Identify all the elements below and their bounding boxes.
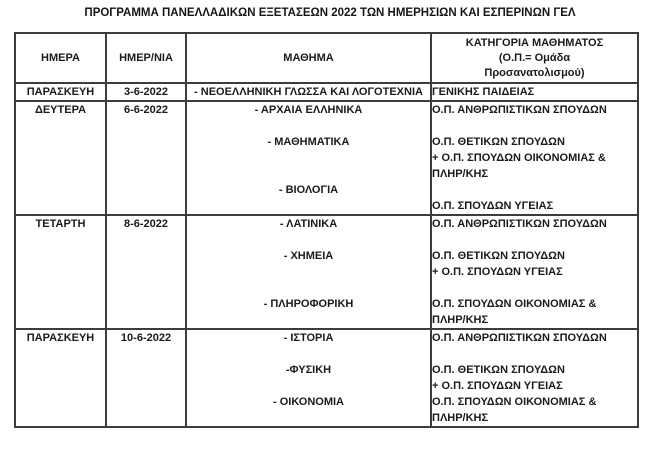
category-line: ΠΛΗΡ/ΚΗΣ [432, 168, 489, 180]
category-line: Ο.Π. ΑΝΘΡΩΠΙΣΤΙΚΩΝ ΣΠΟΥΔΩΝ [432, 332, 607, 344]
subject-line [187, 198, 430, 214]
category-line: Ο.Π. ΣΠΟΥΔΩΝ ΟΙΚΟΝΟΜΙΑΣ & [432, 396, 597, 408]
subject-line [187, 312, 430, 328]
table-header [15, 33, 638, 83]
date-label: 6-6-2022 [123, 104, 169, 116]
categories-cell [431, 215, 638, 329]
date-cell [106, 329, 186, 427]
subjects-cell [186, 101, 431, 215]
column-header-category [431, 33, 638, 83]
category-header-line: ΚΑΤΗΓΟΡΙΑ ΜΑΘΗΜΑΤΟΣ [465, 36, 604, 49]
date-label: 3-6-2022 [123, 86, 169, 98]
category-line [432, 346, 637, 362]
subject-line: - ΟΙΚΟΝΟΜΙΑ [273, 396, 344, 408]
table-row [15, 215, 638, 329]
table-body [15, 83, 638, 427]
subject-line [187, 166, 430, 182]
category-line: ΓΕΝΙΚΗΣ ΠΑΙΔΕΙΑΣ [432, 86, 535, 98]
category-line: Ο.Π. ΑΝΘΡΩΠΙΣΤΙΚΩΝ ΣΠΟΥΔΩΝ [432, 218, 607, 230]
categories-cell [431, 101, 638, 215]
subject-line: - ΑΡΧΑΙΑ ΕΛΛΗΝΙΚΑ [254, 104, 363, 116]
table-row [15, 329, 638, 427]
subject-line: - ΒΙΟΛΟΓΙΑ [278, 184, 339, 196]
category-header-line: (Ο.Π.= Ομάδα [498, 51, 571, 64]
date-label: 8-6-2022 [123, 218, 169, 230]
column-header-day: ΗΜΕΡΑ [15, 33, 106, 83]
date-label: 10-6-2022 [120, 332, 172, 344]
categories-cell [431, 329, 638, 427]
day-cell [15, 329, 106, 427]
day-label: ΤΕΤΑΡΤΗ [35, 218, 86, 230]
subject-line [187, 264, 430, 280]
page-title: ΠΡΟΓΡΑΜΜΑ ΠΑΝΕΛΛΑΔΙΚΩΝ ΕΞΕΤΑΣΕΩΝ 2022 ΤΩΝ ΗΜΕΡΗΣΙΩΝ ΚΑΙ ΕΣΠΕΡΙΝΩΝ ΓΕΛ [84, 7, 576, 19]
category-line: Ο.Π. ΑΝΘΡΩΠΙΣΤΙΚΩΝ ΣΠΟΥΔΩΝ [432, 104, 607, 116]
subject-line [187, 232, 430, 248]
subject-line [187, 346, 430, 362]
subject-line [187, 378, 430, 394]
day-cell [15, 101, 106, 215]
day-label: ΠΑΡΑΣΚΕΥΗ [26, 332, 95, 344]
category-line: Ο.Π. ΘΕΤΙΚΩΝ ΣΠΟΥΔΩΝ [432, 364, 565, 376]
date-cell [106, 215, 186, 329]
subject-line [187, 150, 430, 166]
date-cell [106, 101, 186, 215]
subject-line [187, 280, 430, 296]
subjects-cell [186, 215, 431, 329]
category-line [432, 182, 637, 198]
category-line [432, 232, 637, 248]
column-header-subject: ΜΑΘΗΜΑ [186, 33, 431, 83]
subject-line [187, 118, 430, 134]
header-row [15, 33, 638, 83]
subjects-cell [186, 83, 431, 101]
subject-line: - ΜΑΘΗΜΑΤΙΚΑ [267, 136, 350, 148]
day-cell [15, 215, 106, 329]
subject-line: - ΠΛΗΡΟΦΟΡΙΚΗ [263, 298, 354, 310]
category-line: + Ο.Π. ΣΠΟΥΔΩΝ ΥΓΕΙΑΣ [432, 266, 563, 278]
subject-line [187, 410, 430, 426]
day-label: ΠΑΡΑΣΚΕΥΗ [26, 86, 95, 98]
category-line: ΠΛΗΡ/ΚΗΣ [432, 314, 489, 326]
category-line: Ο.Π. ΣΠΟΥΔΩΝ ΟΙΚΟΝΟΜΙΑΣ & [432, 298, 597, 310]
category-line: ΠΛΗΡ/ΚΗΣ [432, 412, 489, 424]
category-line: + Ο.Π. ΣΠΟΥΔΩΝ ΥΓΕΙΑΣ [432, 380, 563, 392]
subject-line: - ΙΣΤΟΡΙΑ [283, 332, 334, 344]
column-header-date: ΗΜΕΡ/ΝΙΑ [106, 33, 186, 83]
category-line [432, 118, 637, 134]
subject-line: - ΝΕΟΕΛΛΗΝΙΚΗ ΓΛΩΣΣΑ ΚΑΙ ΛΟΓΟΤΕΧΝΙΑ [194, 86, 423, 98]
category-line: Ο.Π. ΘΕΤΙΚΩΝ ΣΠΟΥΔΩΝ [432, 136, 565, 148]
exam-schedule-table [14, 32, 639, 428]
table-row [15, 83, 638, 101]
category-line [432, 280, 637, 296]
day-cell [15, 83, 106, 101]
categories-cell [431, 83, 638, 101]
subjects-cell [186, 329, 431, 427]
category-line: + Ο.Π. ΣΠΟΥΔΩΝ ΟΙΚΟΝΟΜΙΑΣ & [432, 152, 606, 164]
category-line: Ο.Π. ΣΠΟΥΔΩΝ ΥΓΕΙΑΣ [432, 200, 554, 212]
date-cell [106, 83, 186, 101]
subject-line: - ΛΑΤΙΝΙΚΑ [279, 218, 338, 230]
subject-line: -ΦΥΣΙΚΗ [285, 364, 332, 376]
subject-line: - ΧΗΜΕΙΑ [283, 250, 334, 262]
category-line: Ο.Π. ΘΕΤΙΚΩΝ ΣΠΟΥΔΩΝ [432, 250, 565, 262]
day-label: ΔΕΥΤΕΡΑ [34, 104, 87, 116]
category-header-line: Προσανατολισμού) [484, 66, 585, 79]
table-row [15, 101, 638, 215]
